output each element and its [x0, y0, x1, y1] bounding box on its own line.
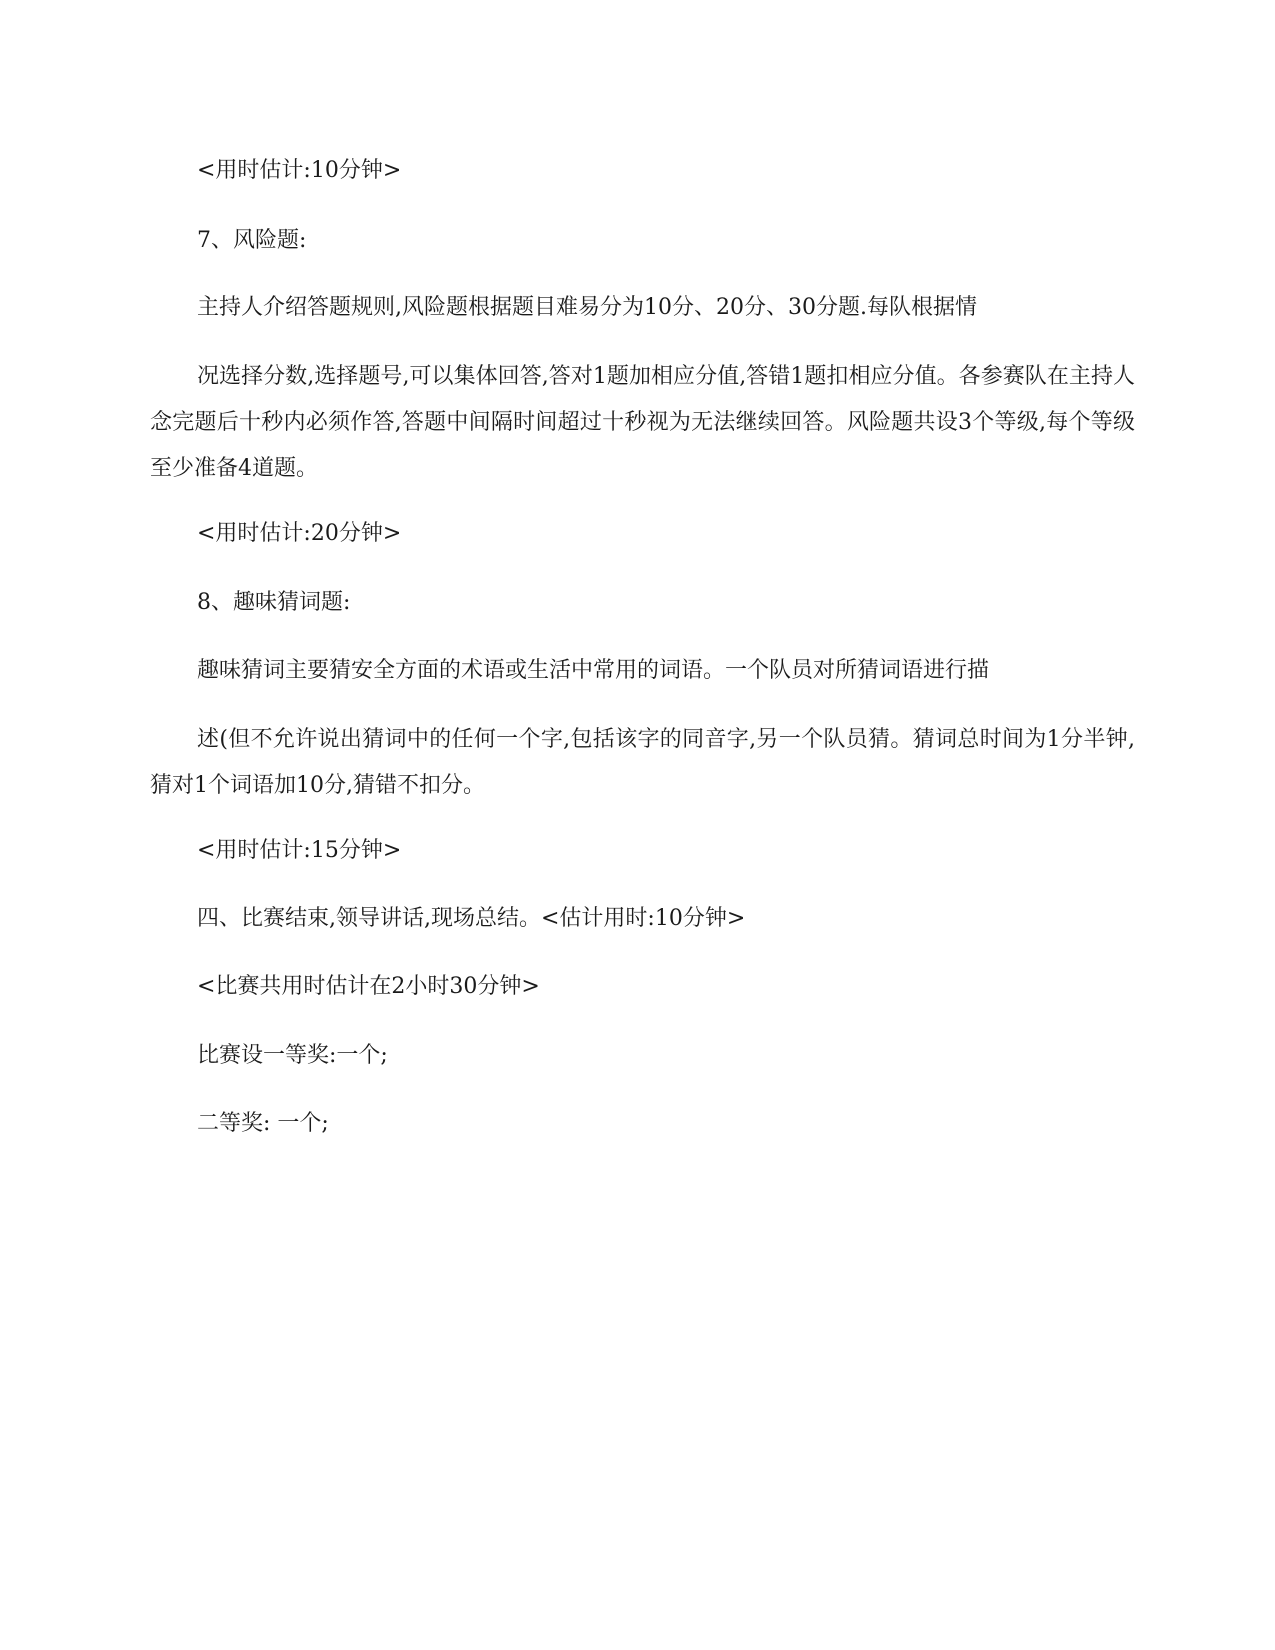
total-time-estimate: <比赛共用时估计在2小时30分钟> [197, 974, 540, 999]
word-guess-rules-paragraph: 述(但不允许说出猜词中的任何一个字,包括该字的同音字,另一个队员猜。猜词总时间为1分半钟,猜对1个词语加10分,猜错不扣分。 [150, 727, 1135, 798]
first-prize-line: 比赛设一等奖:一个; [197, 1043, 388, 1068]
risk-question-intro: 主持人介绍答题规则,风险题根据题目难易分为10分、20分、30分题.每队根据情 [197, 295, 977, 320]
time-estimate-15min: <用时估计:15分钟> [197, 838, 402, 863]
risk-question-rules-paragraph: 况选择分数,选择题号,可以集体回答,答对1题加相应分值,答错1题扣相应分值。各参赛队在主持人念完题后十秒内必须作答,答题中间隔时间超过十秒视为无法继续回答。风险题共设3个等级,每个等级至少准备4道题。 [150, 364, 1135, 481]
word-guess-intro: 趣味猜词主要猜安全方面的术语或生活中常用的词语。一个队员对所猜词语进行描 [197, 658, 990, 683]
section-7-heading: 7、风险题: [197, 228, 307, 253]
second-prize-line: 二等奖: 一个; [197, 1111, 329, 1136]
time-estimate-20min: <用时估计:20分钟> [197, 521, 402, 546]
section-8-heading: 8、趣味猜词题: [197, 590, 351, 615]
time-estimate-10min: <用时估计:10分钟> [197, 158, 402, 183]
section-4-closing: 四、比赛结束,领导讲话,现场总结。<估计用时:10分钟> [197, 906, 746, 931]
